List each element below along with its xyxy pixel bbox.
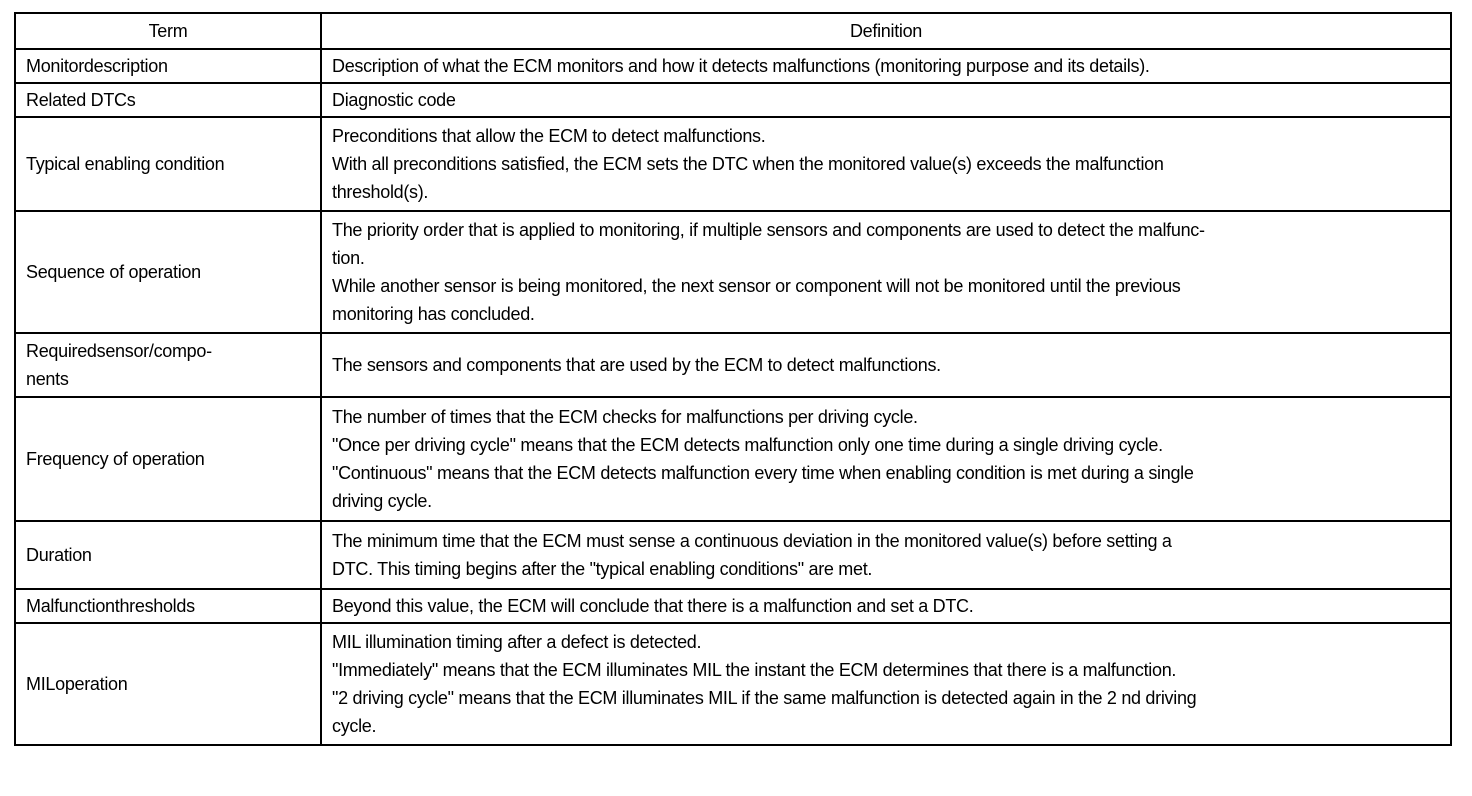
definition-text: driving cycle. [332, 491, 432, 511]
definition-text: "Continuous" means that the ECM detects malfunction every time when enabling condition is met during a single [332, 463, 1194, 483]
definition-cell [321, 623, 1451, 745]
definition-text: The sensors and components that are used by the ECM to detect malfunctions. [332, 355, 941, 375]
definition-cell [321, 589, 1451, 623]
definition-cell [321, 397, 1451, 521]
definition-text: threshold(s). [332, 182, 429, 202]
table-row [15, 623, 1451, 745]
term-text: Malfunctionthresholds [26, 596, 195, 616]
header-definition: Definition [321, 13, 1451, 49]
term-text: Monitordescription [26, 56, 168, 76]
definition-text: cycle. [332, 716, 377, 736]
definition-cell [321, 49, 1451, 83]
term-cell [15, 49, 321, 83]
term-text: MILoperation [26, 674, 128, 694]
term-cell [15, 117, 321, 211]
definition-text: With all preconditions satisfied, the ECM sets the DTC when the monitored value(s) exceeds the malfunction [332, 154, 1164, 174]
definition-text: Preconditions that allow the ECM to detect malfunctions. [332, 126, 766, 146]
definition-text: While another sensor is being monitored, the next sensor or component will not be monitored until the previous [332, 276, 1181, 296]
definition-text: The priority order that is applied to monitoring, if multiple sensors and components are used to detect the malfunc- [332, 220, 1205, 240]
table-row [15, 49, 1451, 83]
definition-cell [321, 117, 1451, 211]
definition-text: "Immediately" means that the ECM illuminates MIL the instant the ECM determines that there is a malfunction. [332, 660, 1177, 680]
term-cell [15, 623, 321, 745]
definition-text: monitoring has concluded. [332, 304, 535, 324]
table-row [15, 211, 1451, 333]
term-cell [15, 521, 321, 589]
definition-text: Diagnostic code [332, 90, 456, 110]
definition-text: tion. [332, 248, 365, 268]
header-term: Term [15, 13, 321, 49]
definition-cell [321, 211, 1451, 333]
definition-text: "Once per driving cycle" means that the ECM detects malfunction only one time during a single driving cycle. [332, 435, 1163, 455]
definition-cell [321, 83, 1451, 117]
definition-text: "2 driving cycle" means that the ECM illuminates MIL if the same malfunction is detected again in the 2 nd driving [332, 688, 1197, 708]
table-row [15, 83, 1451, 117]
table-row [15, 117, 1451, 211]
term-text: nents [26, 369, 69, 389]
term-cell [15, 397, 321, 521]
definition-text: DTC. This timing begins after the "typical enabling conditions" are met. [332, 559, 873, 579]
definition-text: The number of times that the ECM checks for malfunctions per driving cycle. [332, 407, 918, 427]
definition-text: MIL illumination timing after a defect is detected. [332, 632, 702, 652]
term-cell [15, 333, 321, 397]
term-text: Requiredsensor/compo- [26, 341, 212, 361]
term-text: Duration [26, 545, 92, 565]
term-text: Sequence of operation [26, 262, 201, 282]
definition-text: The minimum time that the ECM must sense a continuous deviation in the monitored value(s) before setting a [332, 531, 1172, 551]
term-cell [15, 589, 321, 623]
definition-cell [321, 521, 1451, 589]
term-text: Typical enabling condition [26, 154, 225, 174]
term-text: Frequency of operation [26, 449, 205, 469]
definition-text: Description of what the ECM monitors and how it detects malfunctions (monitoring purpose and its details). [332, 56, 1150, 76]
table-row [15, 521, 1451, 589]
term-text: Related DTCs [26, 90, 136, 110]
header-row [15, 13, 1451, 49]
definition-cell [321, 333, 1451, 397]
definition-text: Beyond this value, the ECM will conclude that there is a malfunction and set a DTC. [332, 596, 974, 616]
term-cell [15, 211, 321, 333]
term-cell [15, 83, 321, 117]
terms-table [14, 12, 1452, 746]
table-row [15, 397, 1451, 521]
table-row [15, 589, 1451, 623]
table-row [15, 333, 1451, 397]
